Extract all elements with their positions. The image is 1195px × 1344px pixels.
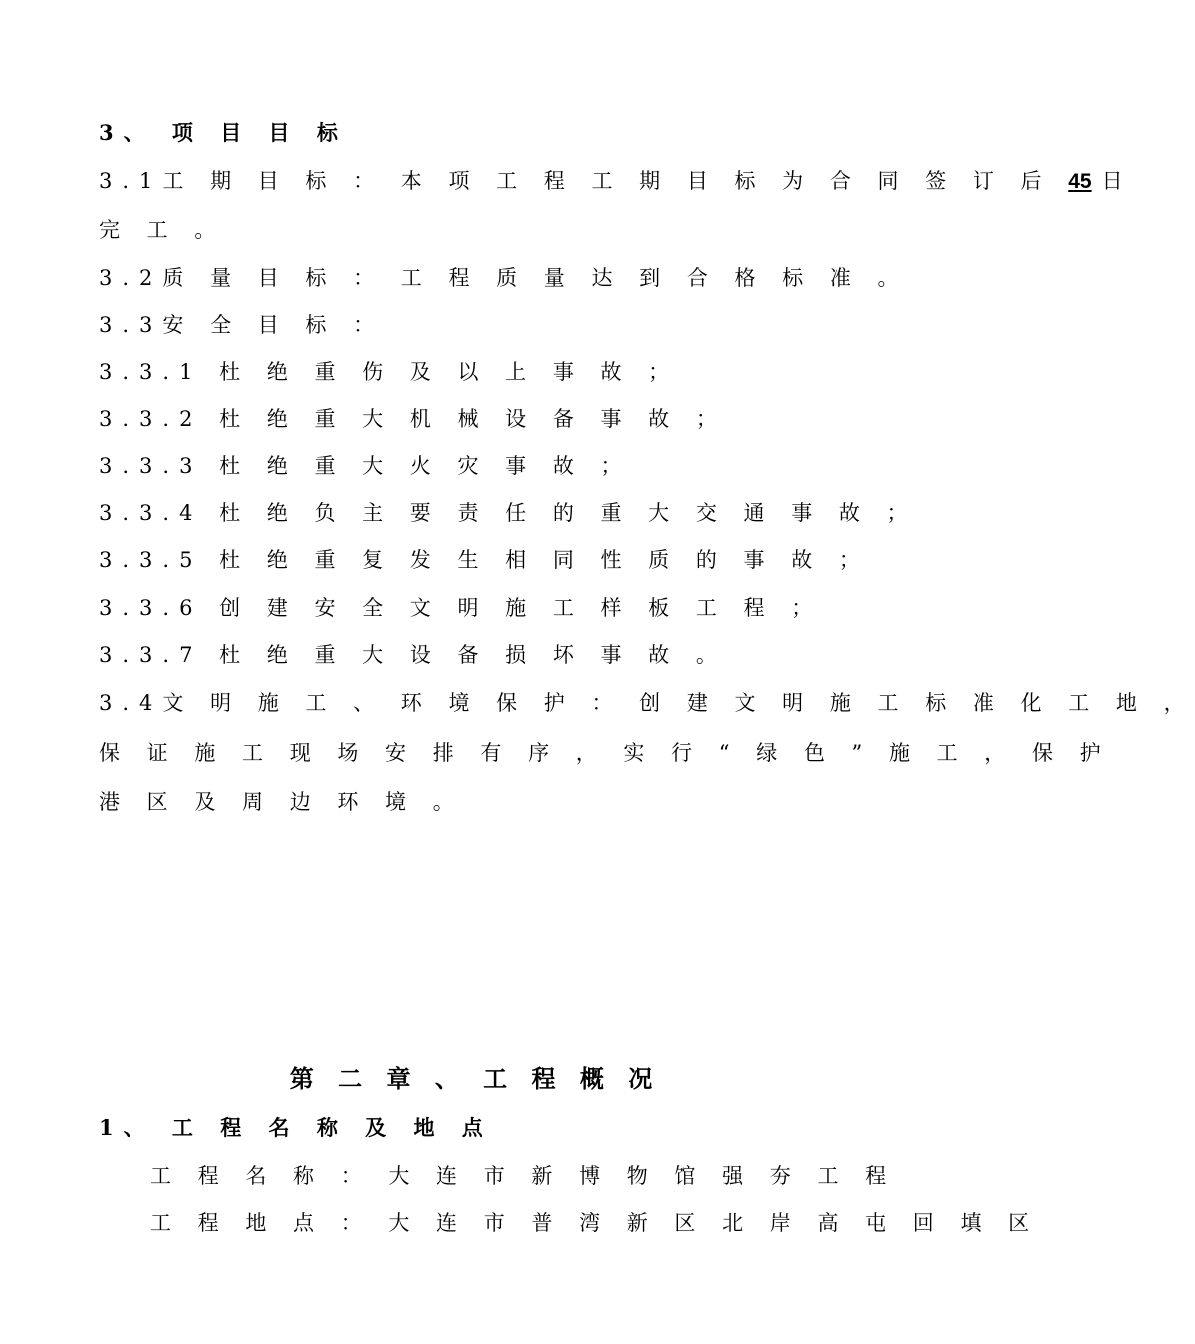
paragraph-3-4: 3.4文 明 施 工 、 环 境 保 护 ： 创 建 文 明 施 工 标 准 化 工 地 ， [99,691,1195,715]
paragraph-3-1-text: 3.1工 期 目 标 ： 本 项 工 程 工 期 目 标 为 合 同 签 订 后 [99,169,1069,193]
paragraph-3-1-unit: 日 [1101,169,1133,193]
paragraph-3-2: 3.2质 量 目 标 ： 工 程 质 量 达 到 合 格 标 准 。 [99,266,909,290]
item-3-3-3: 3.3.3 杜 绝 重 大 火 灾 事 故 ； [99,454,632,478]
paragraph-3-1-continued: 完 工 。 [99,218,226,242]
paragraph-3-4-line-3: 港 区 及 周 边 环 境 。 [99,790,464,814]
item-3-3-7: 3.3.7 杜 绝 重 大 设 备 损 坏 事 故 。 [99,643,727,667]
section-3-heading: 3、 项 目 目 标 [99,120,348,145]
project-name-line: 工 程 名 称 ： 大 连 市 新 博 物 馆 强 夯 工 程 [150,1164,897,1188]
chapter-2-title: 第 二 章 、 工 程 概 况 [289,1064,661,1093]
item-3-3-6: 3.3.6 创 建 安 全 文 明 施 工 样 板 工 程 ； [99,596,823,620]
section-1-heading: 1、 工 程 名 称 及 地 点 [99,1115,493,1140]
paragraph-3-4-line-2: 保 证 施 工 现 场 安 排 有 序 ， 实 行 “ 绿 色 ” 施 工 ， 保 护 [99,741,1111,765]
paragraph-3-1 [99,166,1133,197]
project-site-line: 工 程 地 点 ： 大 连 市 普 湾 新 区 北 岸 高 屯 回 填 区 [150,1211,1040,1235]
item-3-3-4: 3.3.4 杜 绝 负 主 要 责 任 的 重 大 交 通 事 故 ； [99,501,918,525]
item-3-3-5: 3.3.5 杜 绝 重 复 发 生 相 同 性 质 的 事 故 ； [99,548,870,572]
paragraph-3-3: 3.3安 全 目 标 ： [99,313,385,337]
duration-days: 45 [1068,170,1092,193]
item-3-3-2: 3.3.2 杜 绝 重 大 机 械 设 备 事 故 ； [99,407,727,431]
item-3-3-1: 3.3.1 杜 绝 重 伤 及 以 上 事 故 ； [99,360,680,384]
